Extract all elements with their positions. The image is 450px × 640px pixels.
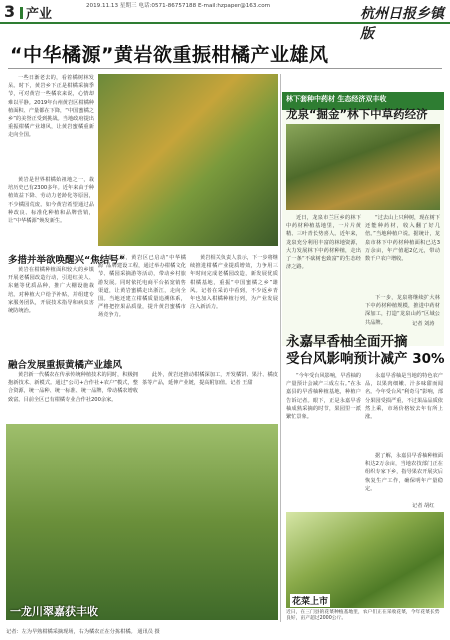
pomelo-body-3: 据了解，永嘉县早香柚种植面积达2万余亩，当地农技部门正在组织专家下乡，指导果农开展灾后恢复生产工作，确保明年产量稳定。 [365,453,443,492]
feature-kicker: 林下套种中药材 生态经济双丰收 [286,95,387,103]
lead-body-col3: 黄岩相关负责人表示，下一步将继续推进柑橘产业提质增效，力争用三年时间完成老橘园改造，新发展优质柑橘基地，重振“中国蜜橘之乡”雄风。记者在采访中看到，不少返乡青年也加入柑橘种植行列，为产业发展注入新活力。 [190,255,278,311]
paper-logo: 杭州日报乡镇版 [360,6,444,42]
lead-intro: 一些日渐老去的，看着橘树林发呆。时下，黄岩乡下正是柑橘采摘季节，可对黄岩一些橘农来说，心情却难以平静。2019年台州黄岩区柑橘种植面积、产量都在下降，“中国蜜橘之乡”的美誉正受到挑战。当地政府提出重振柑橘产业雄风，让黄岩蜜橘重新走向全国。 [8,75,94,139]
feature-body-3: 下一步，龙泉将继续扩大林下中药材种植规模，推进中药材深加工，打造“龙泉山药”区域公共品牌。 [365,295,440,326]
column-divider [280,74,281,622]
feature-title: 龙泉“掘金”林下中草药经济 [286,107,428,121]
lead-photo [98,74,278,246]
headline-rule [8,68,442,69]
lead-body2-col2: 此外，黄岩还推动柑橘深加工，开发橘饼、果汁、橘皮茶等产品，延伸产业链，提高附加值。记者 王甜 [142,372,278,387]
feature-reporter: 记者 刘涛 [412,321,435,327]
bottom-photo-caption: 一龙川翠嘉获丰收 [10,605,98,618]
bottom-photo [6,424,278,620]
feature-photo [286,124,440,210]
lead-body-col2: 据了解，黄岩区已启动“中华橘源”品牌建设工程，通过举办柑橘文化节、橘园采摘游等活动，带动乡村旅游发展。同时依托电商平台拓宽销售渠道，让黄岩蜜橘走出浙江，走向全国。当地还建立柑橘质量追溯体系，严格把控果品质量，提升黄岩蜜橘市场竞争力。 [98,255,186,319]
subhead-1: 多措并举欲唤醒兴“焦结号” [8,255,125,266]
pomelo-reporter: 记者 胡红 [412,503,435,509]
subhead-2: 融合发展重振黄橘产业雄风 [8,360,123,371]
pomelo-body-1: “今年受台风影响，早香柚的产量预计会减产三成左右。”在永嘉县的早香柚种植基地，种植户告诉记者。眼下，正是永嘉早香柚成熟采摘的时节，果园里一派繁忙景象。 [286,373,361,421]
cauliflower-label: 花菜上市 [290,594,330,607]
pomelo-body-2: 永嘉早香柚是当地的特色农产品，以果肉细嫩、汁多味甜而闻名。今年受台风“利奇马”影响，部分果园受损严重，不过果品品质依然上乘，市场价格较去年有所上涨。 [365,373,444,421]
bottom-caption: 记者：左为早熟柑橘采摘现场，右为橘农正在分拣柑橘。 通讯员 摄 [6,629,160,635]
lead-more: 黄岩是世界柑橘始祖地之一，栽培历史已有2300多年。近年来由于种植效益下降、劳动力老龄化等原因，不少橘园荒废。如今黄岩希望通过品种改良、标准化种植和品牌营销，让“中华橘源”焕发新生。 [8,177,94,225]
pomelo-title: 永嘉早香柚全面开摘 受台风影响预计减产 30% [286,334,445,367]
lead-body-col1: 黄岩在柑橘种植面积较大的乡镇开展老橘园改造行动，引进红美人、东魁等优质品种，推广大棚设施栽培。对种植大户给予补贴，并组建专家服务团队，开展技术指导和病虫害统防统治。 [8,267,94,315]
section-label: 产业 [20,3,52,22]
feature-body-2: “过去山上只种树，现在树下还能种药材，收入翻了好几倍。”当地种植户说。据统计，龙泉市林下中药材种植面积已达3万余亩，年产值超2亿元，带动数千户农户增收。 [365,215,440,263]
masthead-meta: 2019.11.13 星期三 电话:0571-86757188 E-mail:hzpaper@163.com [86,3,271,9]
page-number: 3 [4,2,16,21]
lead-body2-col1: 黄岩新一代橘农在传承传统种植技术的同时，积极拥抱新技术、新模式。通过“公司+合作社+农户”模式，整合资源，统一品种、统一标准、统一品牌，带动橘农增收致富。目前全区已有柑橘专业合作社200余家。 [8,372,138,403]
feature-body-1: 近日，龙泉市兰巨乡的林下中药材种植基地里，一片片黄精、三叶青长势喜人。近年来，龙泉充分利用丰富的林地资源，大力发展林下中药材种植，走出了一条“不砍树也致富”的生态经济之路。 [286,215,361,271]
cauliflower-caption: 近日，在三门县的花菜种植基地里，农户们正在采收花菜，今年花菜长势良好，亩产超过2000公斤。 [286,610,440,621]
lead-headline: “中华橘源”黄岩欲重振柑橘产业雄风 [10,44,329,66]
